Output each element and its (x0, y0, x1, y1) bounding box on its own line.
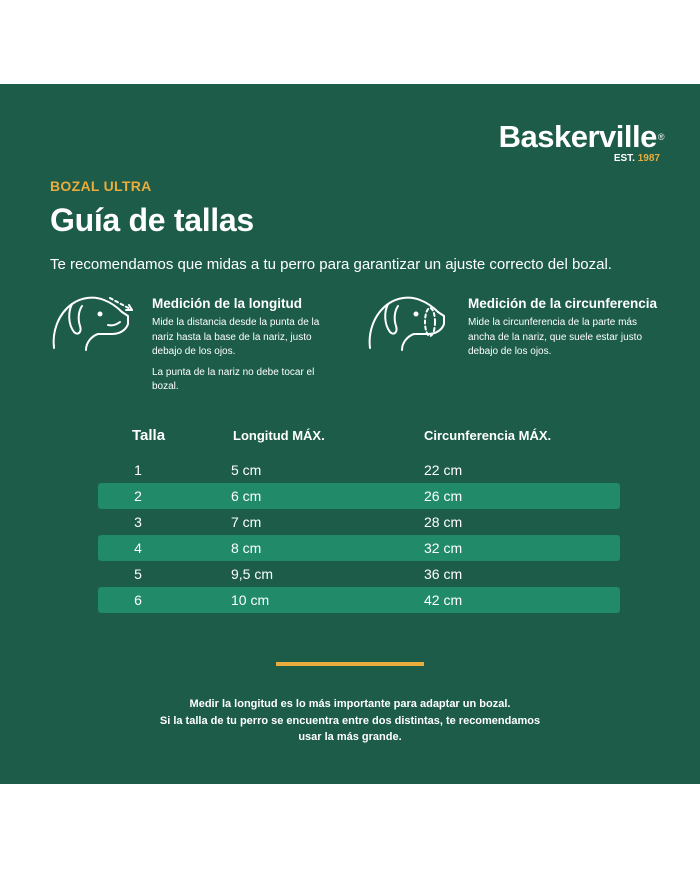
footer-line-2: Si la talla de tu perro se encuentra entre dos distintas, te recomendamos (159, 714, 541, 727)
table-row (98, 483, 620, 509)
dog-head-length-icon (48, 292, 138, 356)
cell-max-circumference: 28 cm (424, 514, 463, 530)
product-name: BOZAL ULTRA (50, 178, 152, 194)
accent-divider (276, 662, 424, 666)
length-measurement-note: La punta de la nariz no debe tocar el bozal. (152, 366, 315, 392)
cell-max-circumference: 42 cm (424, 592, 463, 608)
table-row (98, 509, 620, 535)
brand-logo (498, 119, 664, 165)
cell-max-length: 8 cm (231, 540, 262, 556)
brand-wordmark (498, 119, 664, 154)
dog-head-circumference-icon (364, 292, 454, 356)
cell-max-length: 6 cm (231, 488, 262, 504)
registered-mark: ® (657, 132, 664, 142)
table-header (98, 422, 620, 448)
cell-max-length: 5 cm (231, 462, 262, 478)
cell-max-circumference: 32 cm (424, 540, 463, 556)
cell-size: 1 (134, 462, 142, 478)
cell-max-circumference: 26 cm (424, 488, 463, 504)
header-size: Talla (132, 427, 166, 444)
table-row (98, 535, 620, 561)
header-max-length: Longitud MÁX. (233, 428, 325, 443)
size-table (98, 422, 620, 613)
intro-text: Te recomendamos que midas a tu perro para garantizar un ajuste correcto del bozal. (50, 256, 612, 273)
table-row (98, 587, 620, 613)
length-measurement-description: Mide la distancia desde la punta de la nariz hasta la base de la nariz, justo debajo de los ojos. (152, 317, 320, 357)
cell-max-circumference: 22 cm (424, 462, 463, 478)
est-label: EST. (613, 153, 635, 164)
circumference-measurement-text (468, 296, 658, 360)
footer-note (0, 696, 700, 746)
footer-line-3: usar la más grande. (298, 731, 402, 743)
table-row (98, 457, 620, 483)
table-row (98, 561, 620, 587)
table-body (98, 457, 620, 613)
cell-size: 5 (134, 566, 142, 582)
cell-size: 2 (134, 488, 142, 504)
cell-max-length: 10 cm (231, 592, 270, 608)
cell-max-circumference: 36 cm (424, 566, 463, 582)
cell-max-length: 7 cm (231, 514, 262, 530)
circumference-measurement-title: Medición de la circunferencia (468, 296, 658, 311)
brand-name: Baskerville (498, 119, 657, 154)
brand-established (499, 153, 664, 165)
cell-max-length: 9,5 cm (231, 566, 274, 582)
est-year: 1987 (637, 153, 660, 164)
circumference-measurement-description: Mide la circunferencia de la parte más ancha de la nariz, que suele estar justo debajo de los ojos. (468, 317, 642, 357)
footer-line-1: Medir la longitud es lo más importante para adaptar un bozal. (189, 698, 511, 710)
size-guide-panel (0, 84, 700, 784)
length-measurement-text (152, 296, 342, 395)
cell-size: 3 (134, 514, 142, 530)
header-max-circumference: Circunferencia MÁX. (424, 428, 552, 443)
length-measurement-title: Medición de la longitud (152, 296, 302, 311)
cell-size: 4 (134, 540, 142, 556)
page-title: Guía de tallas (50, 202, 254, 238)
cell-size: 6 (134, 592, 142, 608)
